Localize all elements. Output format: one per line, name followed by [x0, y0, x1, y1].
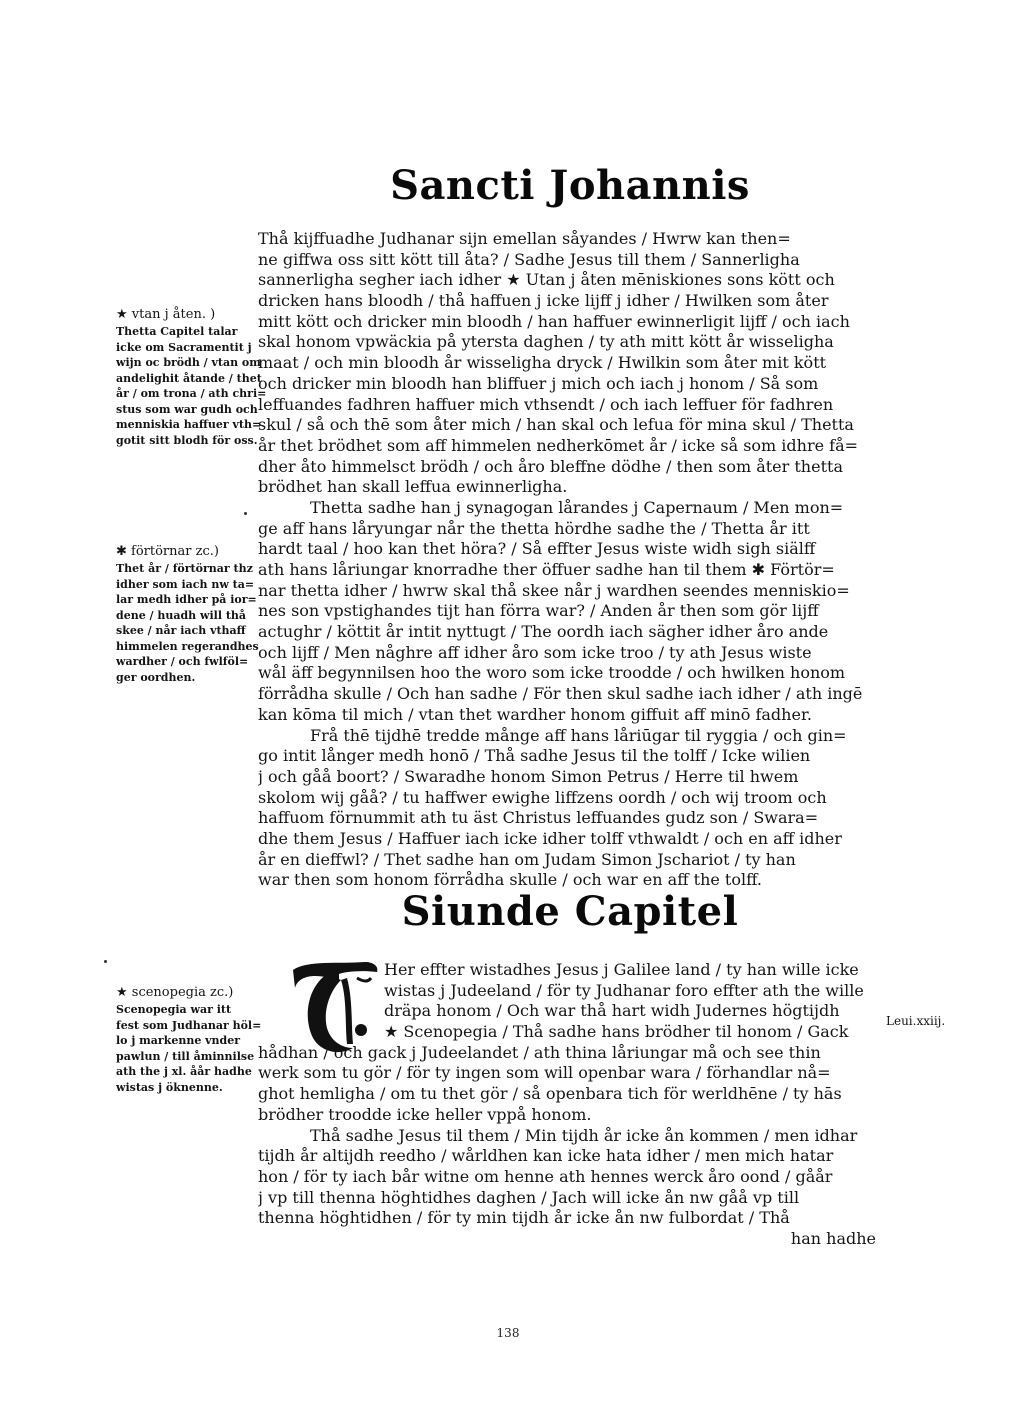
gloss-line: idher som iach nw ta= [116, 577, 255, 591]
text-line: skul / så och thē som åter mich / han skal och lefua för mina skul / Thetta [258, 415, 854, 435]
paragraph-start-line: Thå sadhe Jesus til them / Min tijdh år icke ån kommen / men idhar [310, 1125, 858, 1145]
text-line: ath hans låriungar knorradhe ther öffuer sadhe han til them ✱ Förtör= [258, 560, 835, 579]
gloss-heading: ★ scenopegia zc.) [116, 985, 234, 1000]
text-line: hardt taal / hoo kan thet höra? / Så effter Jesus wiste widh sigh siälff [258, 539, 816, 559]
gloss-line: skee / når iach vthaff [116, 624, 246, 637]
text-line: wål äff begynnilsen hoo the woro som icke troodde / och hwilken honom [258, 663, 846, 683]
marginal-gloss [116, 543, 266, 685]
page-number: 138 [496, 1326, 520, 1340]
text-line: år thet brödhet som aff himmelen nedherkōmet år / icke så som idhre få= [258, 435, 859, 455]
gloss-line: wardher / och fwlföl= [116, 655, 249, 668]
gloss-line: himmelen regerandhes [116, 639, 259, 653]
text-line: war then som honom förrådha skulle / och war en aff the tolff. [258, 870, 762, 890]
text-line: go intit långer medh honō / Thå sadhe Jesus til the tolff / Icke wilien [258, 746, 811, 766]
gloss-line: år / om trona / ath chri= [116, 387, 266, 400]
page-title: Sancti Johannis [390, 162, 750, 209]
text-line: skolom wij gåå? / tu haffwer ewighe liffzens oordh / och wij troom och [258, 787, 827, 807]
gloss-line: lar medh idher på ior= [116, 593, 257, 606]
main-text-lower [258, 960, 878, 1250]
gloss-heading: ★ vtan j åten. ) [116, 307, 216, 322]
gloss-heading: ✱ förtörnar zc.) [116, 544, 219, 559]
text-line: hådhan / och gack j Judeelandet / ath thina låriungar må och see thin [258, 1042, 821, 1062]
text-line: dricken hans bloodh / thå haffuen j icke lijff j idher / Hwilken som åter [258, 291, 829, 311]
text-line: hon / för ty iach bår witne om henne ath hennes werck åro oond / gåår [258, 1166, 833, 1186]
gloss-line: stus som war gudh och [116, 402, 258, 416]
text-line: mitt kött och dricker min bloodh / han haffuer ewinnerligit lijff / och iach [258, 311, 850, 331]
gloss-line: ger oordhen. [116, 670, 196, 684]
catchword: han hadhe [790, 1228, 876, 1248]
text-line: brödhet han skall leffua ewinnerligha. [258, 477, 568, 497]
text-line: maat / och min bloodh år wisseligha dryck / Hwilkin som åter mit kött [258, 353, 827, 373]
text-line: j och gåå boort? / Swaradhe honom Simon Petrus / Herre til hwem [258, 766, 799, 786]
text-line: werk som tu gör / för ty ingen som will openbar wara / förhandlar nå= [258, 1063, 831, 1083]
text-line: ★ Scenopegia / Thå sadhe hans brödher til honom / Gack [384, 1022, 849, 1042]
text-line: kan kōma til mich / vtan thet wardher honom giffuit aff minō fadher. [258, 704, 812, 724]
text-line: och lijff / Men någhre aff idher åro som icke troo / ty ath Jesus wiste [258, 642, 812, 662]
text-line: skal honom vpwäckia på ytersta daghen / ty ath mitt kött år wisseligha [258, 332, 834, 352]
gloss-line: andelighit åtande / thet [116, 371, 262, 385]
margin-reference: Leui.xxiij. [886, 1014, 946, 1028]
text-line: dräpa honom / Och war thå hart widh Judernes högtijdh [384, 1001, 840, 1021]
text-line: ghot hemligha / om tu thet gör / så openbara tich för werldhēne / ty hās [258, 1084, 842, 1104]
paragraph-start-line: Thetta sadhe han j synagogan lårandes j Capernaum / Men mon= [310, 497, 844, 517]
paragraph-start-line: Frå thē tijdhē tredde månge aff hans låriūgar til ryggia / och gin= [310, 725, 847, 745]
main-text-upper [258, 229, 878, 891]
text-line: ne giffwa oss sitt kött till åta? / Sadhe Jesus till them / Sannerligha [258, 249, 800, 269]
text-line: förrådha skulle / Och han sadhe / För then skul sadhe iach idher / ath ingē [258, 684, 863, 704]
marginal-gloss [116, 984, 266, 1095]
gloss-line: wistas j öknenne. [116, 1080, 223, 1094]
text-line: wistas j Judeeland / för ty Judhanar foro effter ath the wille [384, 980, 864, 1000]
gloss-line: lo j markenne vnder [116, 1034, 241, 1047]
text-line: tijdh år altijdh reedho / wårldhen kan icke hata idher / men mich hatar [258, 1146, 834, 1166]
gloss-line: pawlun / till åminnilse [116, 1049, 255, 1063]
gloss-line: gotit sitt blodh för oss. [116, 433, 258, 447]
text-line: år en dieffwl? / Thet sadhe han om Judam Simon Jschariot / ty han [258, 849, 796, 869]
text-line: brödher troodde icke heller vppå honom. [258, 1104, 592, 1124]
gloss-line: fest som Judhanar höl= [116, 1018, 262, 1032]
marginal-gloss [116, 306, 266, 448]
gloss-line: Scenopegia war itt [116, 1003, 232, 1016]
chapter-heading: Siunde Capitel [401, 888, 739, 935]
text-line: Her effter wistadhes Jesus j Galilee land / ty han wille icke [384, 960, 859, 979]
gloss-line: menniskia haffuer vth= [116, 418, 262, 431]
text-line: j vp till thenna höghtidhes daghen / Jach will icke ån nw gåå vp till [258, 1187, 800, 1207]
text-line: nar thetta idher / hwrw skal thå skee når j wardhen seendes menniskio= [258, 580, 850, 600]
text-line: sannerligha segher iach idher ★ Utan j åten mēniskiones sons kött och [258, 270, 835, 290]
text-line: dhe them Jesus / Haffuer iach icke idher tolff vthwaldt / och en aff idher [258, 828, 842, 848]
text-line: haffuom förnummit ath tu äst Christus leffuandes gudz son / Swara= [258, 808, 819, 828]
text-line: ge aff hans låryungar når the thetta hördhe sadhe the / Thetta år itt [258, 518, 810, 538]
text-line: Thå kijffuadhe Judhanar sijn emellan såyandes / Hwrw kan then= [258, 229, 791, 248]
gloss-line: ath the j xl. åår hadhe [116, 1065, 252, 1078]
gloss-line: wijn oc brödh / vtan om [116, 356, 261, 369]
text-line: actughr / köttit år intit nyttugt / The oordh iach sägher idher åro ande [258, 622, 829, 642]
text-line: thenna höghtidhen / för ty min tijdh år icke ån nw fulbordat / Thå [258, 1208, 790, 1228]
text-line: leffuandes fadhren haffuer mich vthsendt / och iach leffuer för fadhren [258, 394, 834, 414]
text-line: och dricker min bloodh han bliffuer j mich och iach j honom / Så som [258, 373, 819, 393]
text-line: nes son vpstighandes tijt han förra war? / Anden år then som gör lijff [258, 601, 819, 621]
gloss-line: dene / huadh will thå [116, 608, 247, 622]
ink-speck [244, 512, 247, 515]
gloss-line: Thet år / förtörnar thz [116, 562, 253, 575]
gloss-line: Thetta Capitel talar [116, 325, 238, 338]
text-line: dher åto himmelsct brödh / och åro bleffne dödhe / then som åter thetta [258, 456, 843, 476]
gloss-line: icke om Sacramentit j [116, 340, 252, 354]
ink-speck [104, 960, 107, 963]
